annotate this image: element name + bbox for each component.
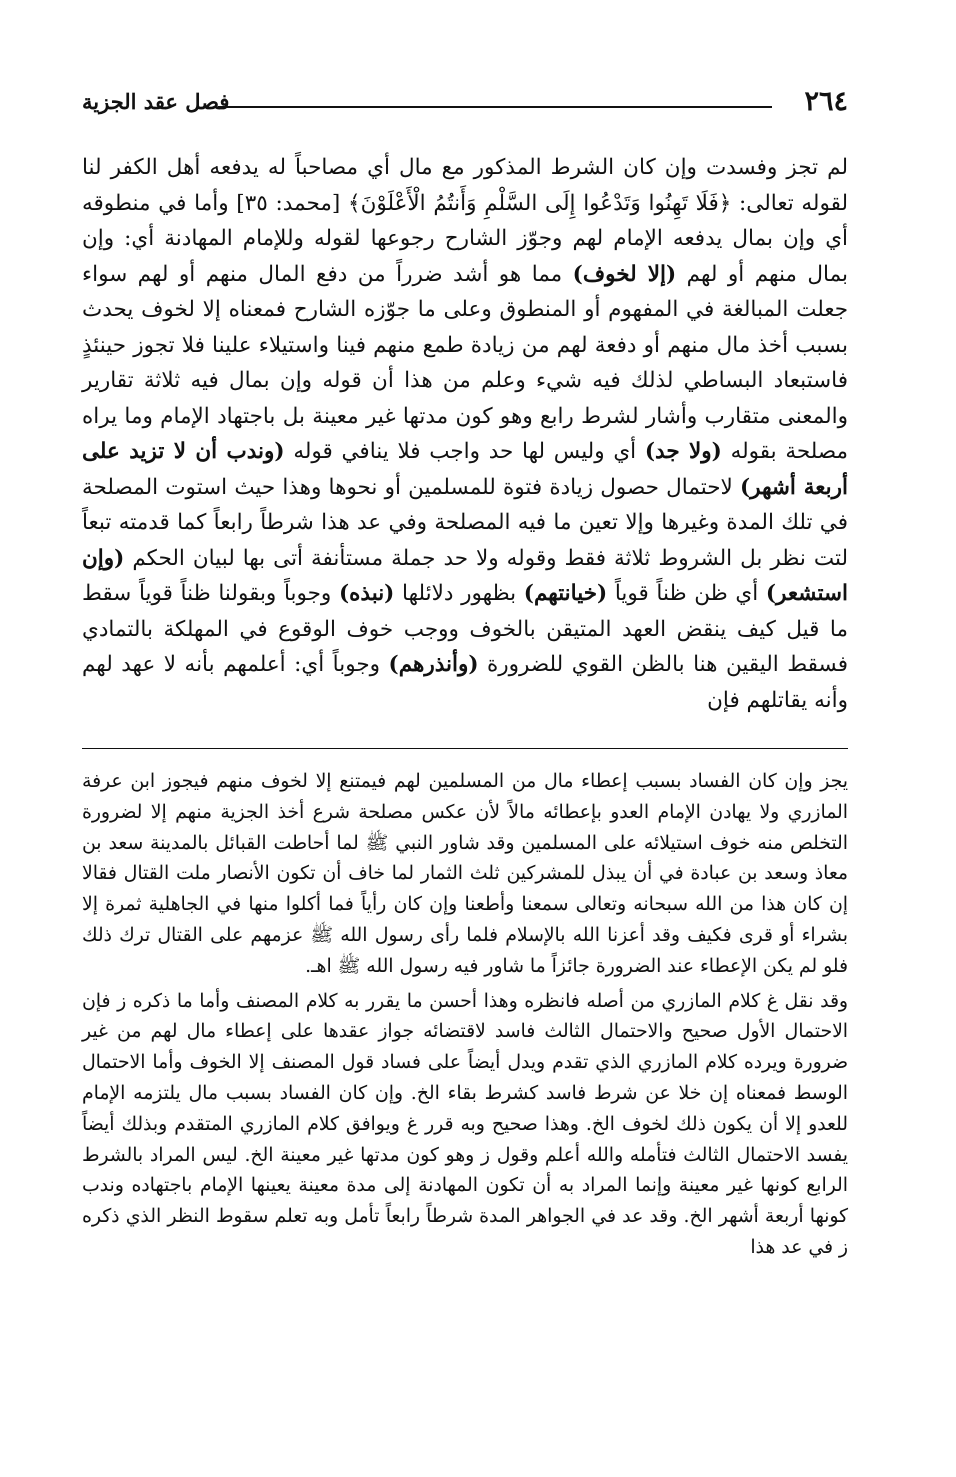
matn-phrase: (نبذه) (338, 581, 395, 606)
page-header (82, 86, 848, 120)
footnote-divider (82, 748, 848, 749)
text-segment: أي وليس لها حد واجب فلا ينافي قوله (293, 439, 637, 464)
matn-phrase: (ولا جد) (644, 439, 722, 464)
text-segment: وجوباً أي: أعلمهم بأنه لا عهد لهم وأنه يقاتلهم فإن (82, 652, 848, 713)
text-segment: وجوباً وبقولنا ظناً قوياً سقط ما قيل كيف ينقض العهد المتيقن بالخوف ووجب خوف الوقوع في المهلكة بالتمادي فسقط اليقين هنا بالظن القوي للضرورة (82, 581, 848, 677)
text-segment: بظهور دلائلها (402, 581, 517, 606)
text-segment: لاحتمال حصول زيادة فتوة للمسلمين أو نحوها وهذا حيث استوت المصلحة في تلك المدة وغيرها وإلا تعين ما فيه المصلحة وفي عد هذا شرطاً رابعاً كما قدمته تبعاً لتت نظر بل الشروط ثلاثة فقط وقوله ولا حد جملة مستأنفة أتى بها لبيان الحكم (82, 474, 848, 571)
header-rule (218, 106, 772, 108)
footnote-paragraph: وقد نقل غ كلام المازري من أصله فانظره وهذا أحسن ما يقرر به كلام المصنف وأما ما ذكره ز فإن الاحتمال الأول صحيح والاحتمال الثالث فاسد لاقتضائه جواز عقدها على إعطاء مال لهم من غير ضرورة ويرده كلام المازري الذي تقدم ويدل أيضاً على فساد قول المصنف إلا الخوف وأما الاحتمال الوسط فمعناه إن خلا عن شرط فاسد كشرط بقاء الخ. وإن كان الفساد بسبب مال يلتزمه الإمام للعدو إلا أن يكون ذلك لخوف الخ. وهذا صحيح وبه قرر غ ويوافق كلام المازري المتقدم وبذلك أيضاً يفسد الاحتمال الثالث فتأمله والله أعلم وقول ز وهو كون مدتها غير معينة الخ. ليس المراد بالشرط الرابع كونها غير معينة وإنما المراد به أن تكون المهادنة إلى مدة معينة يعينها الإمام باجتهاده وندب كونها أربعة أشهر الخ. وقد عد في الجواهر المدة شرطاً رابعاً تأمل وبه تعلم سقوط النظر الذي ذكره ز في عد هذا (82, 990, 848, 1258)
matn-phrase: (إلا لخوف) (572, 261, 677, 287)
matn-phrase: (وندب أن لا تزيد على أربعة أشهر) (82, 439, 848, 500)
footnote-paragraph: يجز وإن كان الفساد بسبب إعطاء مال من المسلمين لهم فيمتنع إلا لخوف منهم فيجوز ابن عرفة المازري ولا يهادن الإمام العدو بإعطائه مالاً لأن عكس مصلحة شرع أخذ الجزية منهم إلا لضرورة التخلص منه خوف استيلائه على المسلمين وقد شاور النبي ﷺ لما أحاطت القبائل بالمدينة سعد بن معاذ وسعد بن عبادة في أن يبذل للمشركين ثلث الثمار لما خاف أن تكون الأنصار ملت القتال فقالا إن كان هذا من الله سبحانه وتعالى سمعنا وأطعنا وإن كان رأياً فما أكلوا منها في الجاهلية ثمرة إلا بشراء أو قرى فكيف وقد أعزنا الله بالإسلام فلما رأى رسول الله ﷺ عزمهم على القتال ترك ذلك فلو لم يكن الإعطاء عند الضرورة جائزاً ما شاور فيه رسول الله ﷺ اهـ. (82, 771, 848, 977)
text-segment: مما هو أشد ضرراً من دفع المال منهم أو لهم سواء جعلت المبالغة في المفهوم أو المنطوق وعلى ما جوّزه الشارح فمعناه إلا لخوف يحدث بسبب أخذ مال منهم أو دفعة لهم من زيادة طمع منهم فينا واستيلاء علينا فلا تجوز حينئذٍ فاستبعاد البساطي لذلك فيه شيء وعلم من هذا أن قوله وإن بمال فيه ثلاثة تقارير والمعنى متقارب وأشار لشرط رابع وهو كون مدتها غير معينة بل باجتهاد الإمام وما يراه مصلحة بقوله (82, 261, 849, 464)
text-segment: لم تجز وفسدت وإن كان الشرط المذكور مع مال أي مصاحباً له يدفعه أهل الكفر لنا لقوله تعالى: ﴿فَلَا تَهِنُوا وَتَدْعُوا إِلَى السَّلْمِ وَأَنتُمُ الْأَعْلَوْنَ﴾ [محمد: ٣٥] وأما في منطوقه أي وإن بمال يدفعه الإمام لهم وجوّز الشارح رجوعها لقوله وللإمام المهادنة أي: وإن بمال منهم أو لهم (82, 155, 849, 287)
matn-phrase: (وأنذرهم) (388, 652, 479, 677)
page-number: ٢٦٤ (804, 86, 848, 117)
footnotes (82, 767, 848, 1264)
matn-phrase: (خيانتهم) (523, 581, 608, 606)
matn-phrase: (وإن استشعر) (82, 545, 848, 606)
chapter-title: فصل عقد الجزية (82, 89, 230, 114)
main-paragraph (82, 150, 848, 718)
main-text (82, 150, 848, 718)
text-segment: أي ظن ظناً قوياً (614, 581, 759, 606)
